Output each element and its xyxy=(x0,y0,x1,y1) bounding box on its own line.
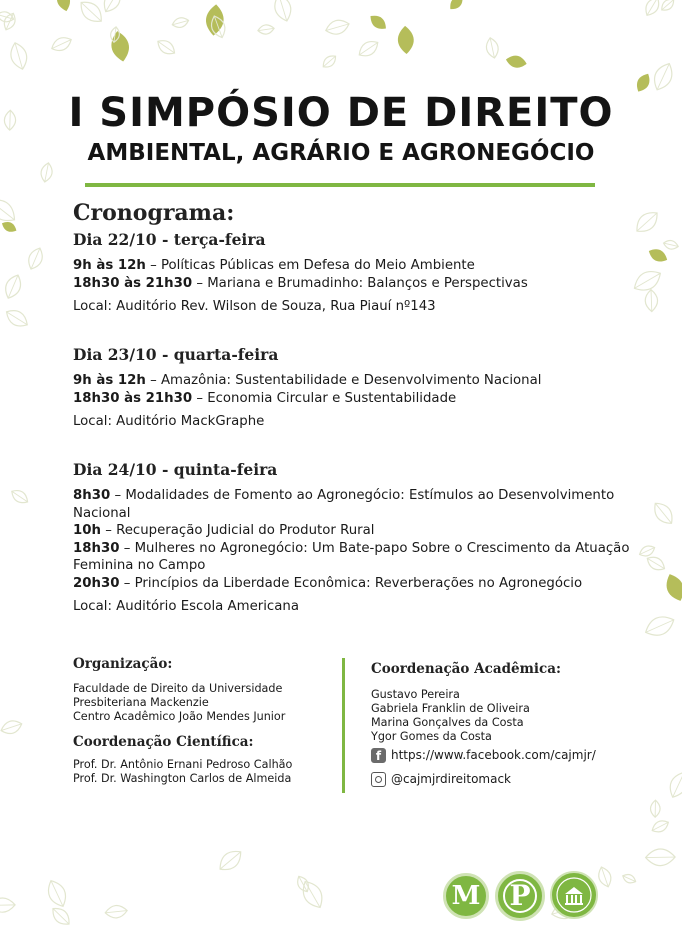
leaf-icon xyxy=(155,37,178,58)
leaf-icon xyxy=(215,846,245,875)
leaf-icon xyxy=(0,718,24,736)
day-heading: Dia 24/10 - quinta-feira xyxy=(73,460,278,479)
schedule-topic: – Economia Circular e Sustentabilidade xyxy=(192,390,457,406)
instagram-link-row[interactable] xyxy=(371,769,633,789)
location-text: Local: Auditório Escola Americana xyxy=(73,599,299,614)
academic-coordinator: Marina Gonçalves da Costa xyxy=(371,716,524,729)
schedule-time: 18h30 às 21h30 xyxy=(73,275,193,291)
location-text: Local: Auditório MackGraphe xyxy=(73,414,265,429)
facebook-link-row[interactable] xyxy=(371,745,633,765)
leaf-icon xyxy=(76,0,107,27)
leaf-icon xyxy=(596,865,614,889)
seal-building-glyph xyxy=(552,873,596,917)
schedule-item xyxy=(73,372,633,390)
institution-seal-icon xyxy=(550,871,598,919)
leaf-icon xyxy=(650,800,660,817)
academic-center-logo xyxy=(495,871,545,921)
leaf-icon xyxy=(645,289,658,311)
leaf-icon xyxy=(2,272,25,301)
leaf-icon xyxy=(367,12,389,33)
leaf-icon xyxy=(662,571,682,604)
vertical-divider xyxy=(342,658,345,793)
scientific-coordinator: Prof. Dr. Washington Carlos de Almeida xyxy=(73,772,292,785)
leaf-icon xyxy=(320,53,338,71)
leaf-icon xyxy=(257,24,274,35)
schedule-item xyxy=(73,487,633,522)
leaf-icon xyxy=(271,0,294,23)
leaf-icon xyxy=(171,16,190,29)
leaf-icon xyxy=(25,246,46,272)
schedule-item xyxy=(73,390,633,408)
academic-coordination-heading: Coordenação Acadêmica: xyxy=(371,661,561,677)
leaf-icon xyxy=(638,543,657,558)
leaf-icon xyxy=(646,246,669,265)
leaf-icon xyxy=(49,34,74,54)
scientific-coordination-heading: Coordenação Científica: xyxy=(73,734,254,750)
leaf-icon xyxy=(650,499,677,528)
mackenzie-logo-letter: M xyxy=(451,881,481,911)
leaf-icon xyxy=(644,554,667,574)
facebook-icon: f xyxy=(371,748,386,763)
day-heading: Dia 23/10 - quarta-feira xyxy=(73,345,279,364)
leaf-icon xyxy=(324,17,351,37)
leaf-icon xyxy=(632,207,662,236)
leaf-icon xyxy=(0,219,18,234)
instagram-icon xyxy=(371,772,386,787)
schedule-section xyxy=(73,200,633,615)
leaf-icon xyxy=(666,769,682,800)
title-divider xyxy=(85,183,595,187)
schedule-time: 8h30 xyxy=(73,488,111,503)
event-subtitle: AMBIENTAL, AGRÁRIO E AGRONEGÓCIO xyxy=(87,140,595,166)
schedule-time: 10h xyxy=(73,523,101,538)
schedule-topic: – Mulheres no Agronegócio: Um Bate-papo Sobre o Crescimento da Atuação Feminina no Campo xyxy=(73,540,630,573)
leaf-icon xyxy=(663,239,680,251)
schedule-topic: – Modalidades de Fomento ao Agronegócio: Estímulos ao Desenvolvimento Nacional xyxy=(73,488,615,521)
leaf-icon xyxy=(3,306,31,331)
leaf-icon xyxy=(54,0,72,13)
leaf-icon xyxy=(100,0,125,15)
leaf-icon xyxy=(505,54,528,70)
schedule-item xyxy=(73,575,633,593)
day-block-2 xyxy=(73,345,633,430)
leaf-icon xyxy=(356,37,382,60)
schedule-time: 9h às 12h xyxy=(73,258,146,273)
leaf-icon xyxy=(109,29,132,63)
leaf-icon xyxy=(447,0,466,13)
leaf-icon xyxy=(630,266,664,296)
schedule-topic: – Recuperação Judicial do Produtor Rural xyxy=(100,523,375,538)
organization-line: Centro Acadêmico João Mendes Junior xyxy=(73,710,286,723)
academic-coordinator: Gabriela Franklin de Oliveira xyxy=(371,702,530,715)
credits-right-column xyxy=(371,656,633,789)
leaf-icon xyxy=(0,898,15,913)
schedule-topic: – Amazônia: Sustentabilidade e Desenvolvimento Nacional xyxy=(145,373,542,388)
leaf-icon xyxy=(621,872,637,885)
day-block-3 xyxy=(73,460,633,615)
organization-line: Faculdade de Direito da Universidade xyxy=(73,682,283,695)
schedule-topic: – Mariana e Brumadinho: Balanços e Perspectivas xyxy=(192,275,528,291)
leaf-icon xyxy=(642,612,677,640)
leaf-icon xyxy=(646,849,676,866)
credits-left-column xyxy=(73,656,335,786)
schedule-topic: – Políticas Públicas em Defesa do Meio Ambiente xyxy=(145,258,475,273)
academic-center-logo-letter: P xyxy=(503,879,537,913)
schedule-topic: – Princípios da Liberdade Econômica: Reverberações no Agronegócio xyxy=(119,575,583,591)
leaf-icon xyxy=(0,194,20,227)
mackenzie-logo xyxy=(443,873,489,919)
leaf-icon xyxy=(105,904,128,919)
leaf-icon xyxy=(650,60,677,93)
leaf-icon xyxy=(44,877,70,909)
leaf-icon xyxy=(1,11,18,32)
academic-coordinator: Gustavo Pereira xyxy=(371,688,460,701)
leaf-icon xyxy=(9,487,31,507)
schedule-heading: Cronograma: xyxy=(73,200,235,226)
schedule-item xyxy=(73,257,633,275)
schedule-time: 9h às 12h xyxy=(73,373,146,388)
event-title: I SIMPÓSIO DE DIREITO xyxy=(68,90,614,136)
day-block-1 xyxy=(73,230,633,315)
organization-heading: Organização: xyxy=(73,656,173,672)
schedule-time: 20h30 xyxy=(73,575,120,591)
facebook-url[interactable]: https://www.facebook.com/cajmjr/ xyxy=(391,748,596,762)
leaf-icon xyxy=(484,37,500,60)
organization-line: Presbiteriana Mackenzie xyxy=(73,696,209,709)
leaf-icon xyxy=(397,25,414,54)
instagram-handle[interactable]: @cajmjrdireitomack xyxy=(391,772,512,786)
leaf-icon xyxy=(8,41,30,72)
academic-coordinator: Ygor Gomes da Costa xyxy=(371,730,492,743)
leaf-icon xyxy=(642,0,662,18)
day-heading: Dia 22/10 - terça-feira xyxy=(73,230,266,249)
schedule-time: 18h30 às 21h30 xyxy=(73,390,193,406)
scientific-coordinator: Prof. Dr. Antônio Ernani Pedroso Calhão xyxy=(73,758,293,771)
credits-section xyxy=(73,656,633,796)
schedule-item xyxy=(73,275,633,293)
leaf-icon xyxy=(659,0,677,13)
leaf-icon xyxy=(650,818,671,835)
leaf-icon xyxy=(49,904,74,925)
location-text: Local: Auditório Rev. Wilson de Souza, Rua Piauí nº143 xyxy=(73,299,436,314)
schedule-item xyxy=(73,540,633,575)
schedule-time: 18h30 xyxy=(73,540,120,556)
schedule-item xyxy=(73,522,633,540)
